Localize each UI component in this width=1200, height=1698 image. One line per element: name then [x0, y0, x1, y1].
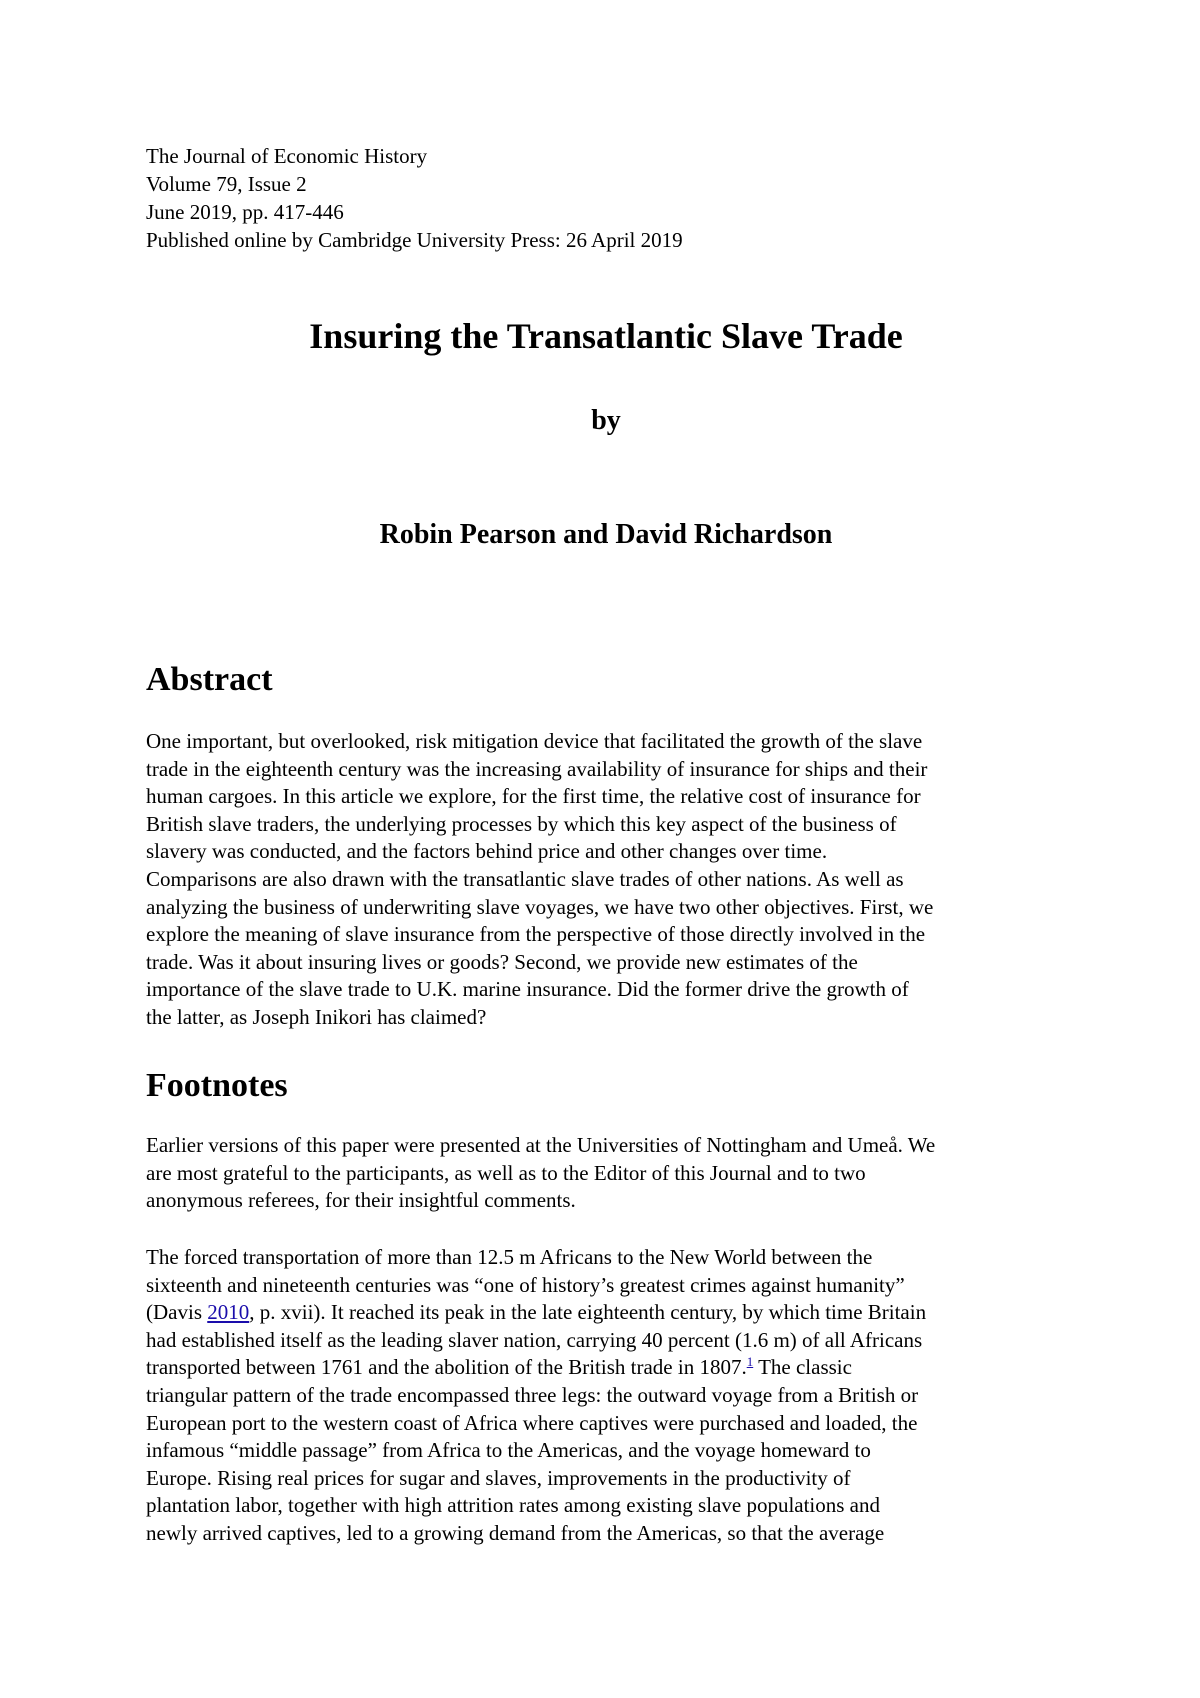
intro-line: Europe. Rising real prices for sugar and slaves, improvements in the productivity of	[146, 1465, 851, 1490]
abstract-line: trade. Was it about insuring lives or goods? Second, we provide new estimates of the	[146, 949, 858, 974]
intro-text: (Davis	[146, 1300, 208, 1325]
abstract-line: human cargoes. In this article we explore, for the first time, the relative cost of insurance for	[146, 784, 921, 809]
intro-line: had established itself as the leading slaver nation, carrying 40 percent (1.6 m) of all Africans	[146, 1327, 923, 1352]
abstract-line: slavery was conducted, and the factors behind price and other changes over time.	[146, 839, 828, 864]
article-authors: Robin Pearson and David Richardson	[379, 519, 833, 550]
citation-link-davis-2010[interactable]: 2010	[207, 1300, 250, 1325]
intro-text: The classic	[753, 1355, 852, 1380]
journal-date-pages: June 2019, pp. 417-446	[146, 200, 344, 224]
introduction-paragraph	[146, 1244, 1066, 1548]
abstract-line: the latter, as Joseph Inikori has claimed?	[146, 1004, 487, 1029]
intro-line: European port to the western coast of Africa where captives were purchased and loaded, the	[146, 1410, 918, 1435]
acknowledgements-line: Earlier versions of this paper were presented at the Universities of Nottingham and Umeå. We	[146, 1133, 936, 1157]
intro-line: plantation labor, together with high attrition rates among existing slave populations and	[146, 1493, 881, 1518]
intro-text: transported between 1761 and the abolition of the British trade in 1807.	[146, 1355, 747, 1380]
abstract-line: trade in the eighteenth century was the increasing availability of insurance for ships and their	[146, 756, 928, 781]
intro-line	[146, 1299, 1066, 1327]
intro-text: , p. xvii). It reached its peak in the late eighteenth century, by which time Britain	[249, 1300, 927, 1325]
abstract-line: One important, but overlooked, risk mitigation device that facilitated the growth of the slave	[146, 729, 923, 753]
abstract-heading: Abstract	[146, 661, 273, 698]
footnote-reference-link[interactable]: 1	[746, 1354, 754, 1370]
journal-published-online: Published online by Cambridge University Press: 26 April 2019	[146, 228, 683, 252]
intro-line: sixteenth and nineteenth centuries was “one of history’s greatest crimes against humanity”	[146, 1272, 905, 1297]
abstract-body	[146, 728, 1066, 1032]
abstract-line: analyzing the business of underwriting slave voyages, we have two other objectives. First, we	[146, 894, 934, 919]
intro-line: newly arrived captives, led to a growing demand from the Americas, so that the average	[146, 1520, 885, 1545]
journal-volume-issue: Volume 79, Issue 2	[146, 172, 307, 196]
footnotes-heading: Footnotes	[146, 1067, 288, 1104]
abstract-line: explore the meaning of slave insurance from the perspective of those directly involved in the	[146, 922, 926, 947]
acknowledgements-paragraph	[146, 1132, 1066, 1215]
intro-line: The forced transportation of more than 12.5 m Africans to the New World between the	[146, 1245, 873, 1269]
article-by: by	[591, 405, 621, 436]
intro-line	[146, 1354, 1066, 1382]
abstract-line: importance of the slave trade to U.K. marine insurance. Did the former drive the growth of	[146, 977, 909, 1002]
abstract-line: British slave traders, the underlying processes by which this key aspect of the business of	[146, 811, 897, 836]
acknowledgements-line: are most grateful to the participants, as well as to the Editor of this Journal and to two	[146, 1160, 866, 1185]
intro-line: infamous “middle passage” from Africa to the Americas, and the voyage homeward to	[146, 1438, 871, 1463]
document-content	[146, 142, 1066, 1545]
journal-name: The Journal of Economic History	[146, 144, 428, 168]
acknowledgements-line: anonymous referees, for their insightful comments.	[146, 1188, 576, 1213]
abstract-line: Comparisons are also drawn with the transatlantic slave trades of other nations. As well as	[146, 866, 904, 891]
article-title: Insuring the Transatlantic Slave Trade	[309, 316, 903, 356]
intro-line: triangular pattern of the trade encompassed three legs: the outward voyage from a British or	[146, 1382, 919, 1407]
journal-info	[146, 142, 1066, 254]
